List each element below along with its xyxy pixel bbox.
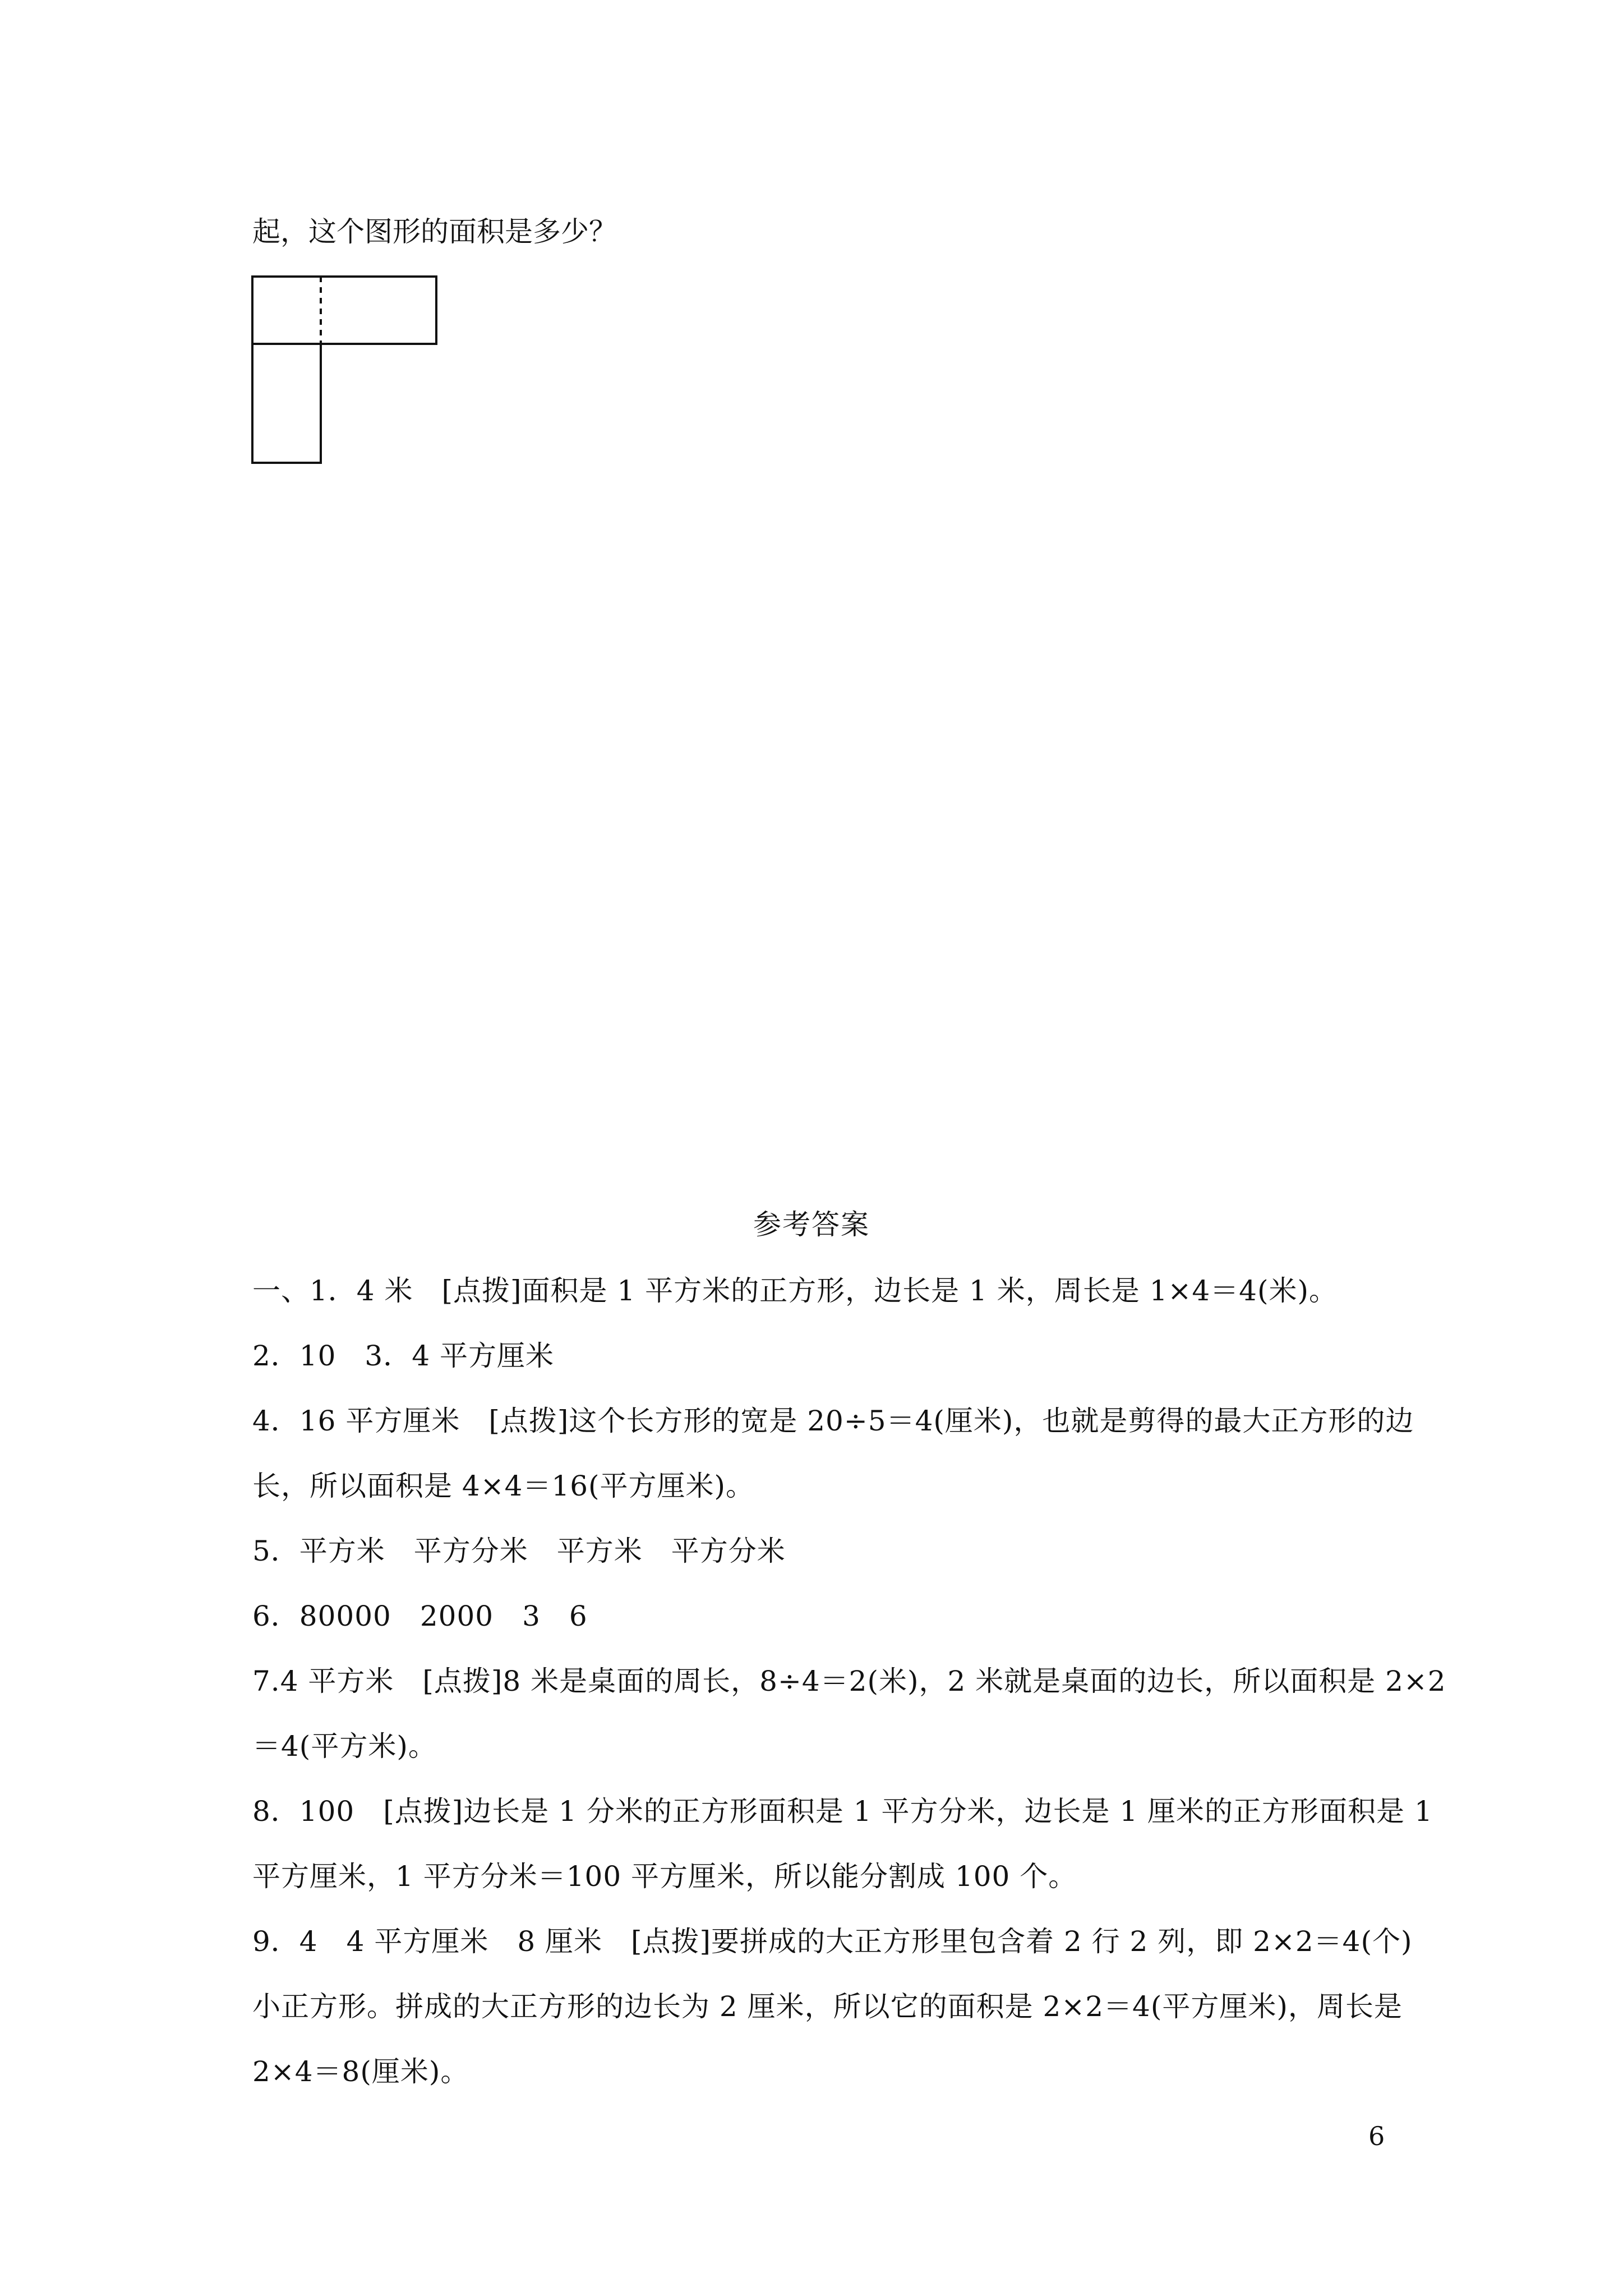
answers-heading: 参考答案	[753, 1208, 870, 1241]
l-shape-figure	[247, 271, 449, 470]
answer-line: 小正方形。拼成的大正方形的边长为 2 厘米，所以它的面积是 2×2＝4(平方厘米)，周长是	[252, 1990, 1403, 2023]
answer-line: 4．16 平方厘米 [点拨]这个长方形的宽是 20÷5＝4(厘米)，也就是剪得的最大正方形的边	[252, 1405, 1414, 1437]
answer-line: 长，所以面积是 4×4＝16(平方厘米)。	[252, 1470, 755, 1502]
answer-line: 5．平方米 平方分米 平方米 平方分米	[252, 1535, 786, 1567]
page-number: 6	[1368, 2121, 1385, 2151]
answer-line: ＝4(平方米)。	[252, 1730, 437, 1763]
answers-list	[252, 1258, 1446, 2104]
question-text: 起，这个图形的面积是多少？	[252, 215, 617, 248]
answer-line: 平方厘米，1 平方分米＝100 平方厘米，所以能分割成 100 个。	[252, 1860, 1077, 1893]
answer-line: 7.4 平方米 [点拨]8 米是桌面的周长，8÷4＝2(米)，2 米就是桌面的边长，所以面积是 2×2	[252, 1665, 1446, 1697]
answer-line: 2．10 3．4 平方厘米	[252, 1340, 554, 1372]
answer-line: 9．4 4 平方厘米 8 厘米 [点拨]要拼成的大正方形里包含着 2 行 2 列，即 2×2＝4(个)	[252, 1925, 1413, 1958]
top-rectangle	[252, 277, 436, 344]
bottom-rectangle	[252, 344, 321, 463]
answer-line: 8．100 [点拨]边长是 1 分米的正方形面积是 1 平方分米，边长是 1 厘米的正方形面积是 1	[252, 1795, 1433, 1828]
answer-line: 6．80000 2000 3 6	[252, 1600, 588, 1632]
answer-line: 一、1．4 米 [点拨]面积是 1 平方米的正方形，边长是 1 米，周长是 1×4＝4(米)。	[252, 1274, 1338, 1307]
answer-line: 2×4＝8(厘米)。	[252, 2055, 469, 2088]
